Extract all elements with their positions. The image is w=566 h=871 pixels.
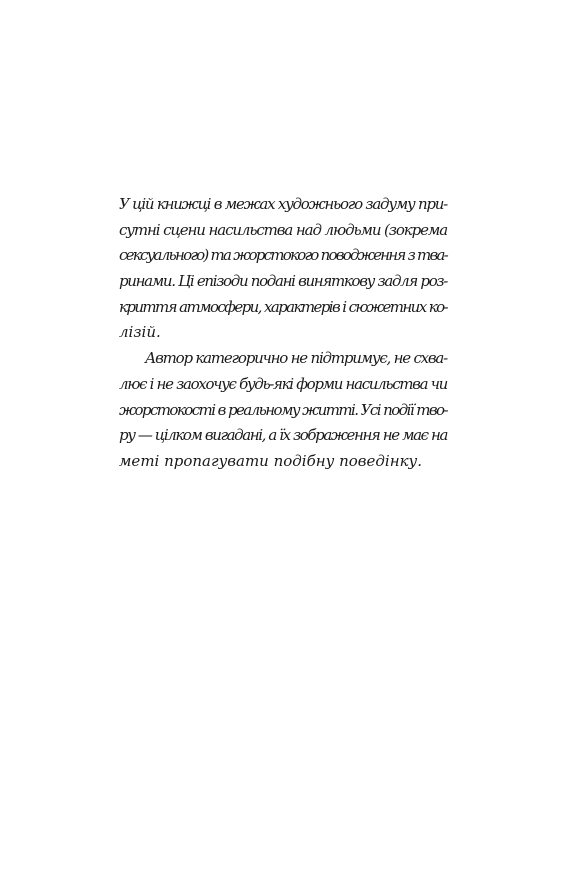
notice-line: меті пропагувати подібну поведінку.: [119, 451, 423, 470]
notice-line: Автор категорично не підтримує, не схва-: [145, 349, 447, 368]
notice-line: криття атмосфери, характерів і сюжетних ко-: [119, 297, 447, 316]
notice-paragraph-2: [119, 346, 447, 474]
content-warning-notice: [119, 192, 447, 475]
notice-line: лює і не заохочує будь-які форми насильства чи: [119, 374, 448, 393]
notice-line: ринами. Ці епізоди подані виняткову задля роз-: [119, 272, 448, 291]
notice-line: лізій.: [119, 323, 161, 342]
notice-line: сексуального) та жорстокого поводження з тва-: [119, 246, 447, 265]
notice-paragraph-1: [119, 192, 447, 346]
notice-line: ру — цілком вигадані, а їх зображення не має на: [119, 426, 447, 445]
notice-line: сутні сцени насильства над людьми (зокрема: [119, 220, 448, 239]
notice-line: У цій книжці в межах художнього задуму при-: [119, 195, 447, 213]
notice-line: жорстокості в реальному житті. Усі події тво-: [119, 400, 448, 419]
